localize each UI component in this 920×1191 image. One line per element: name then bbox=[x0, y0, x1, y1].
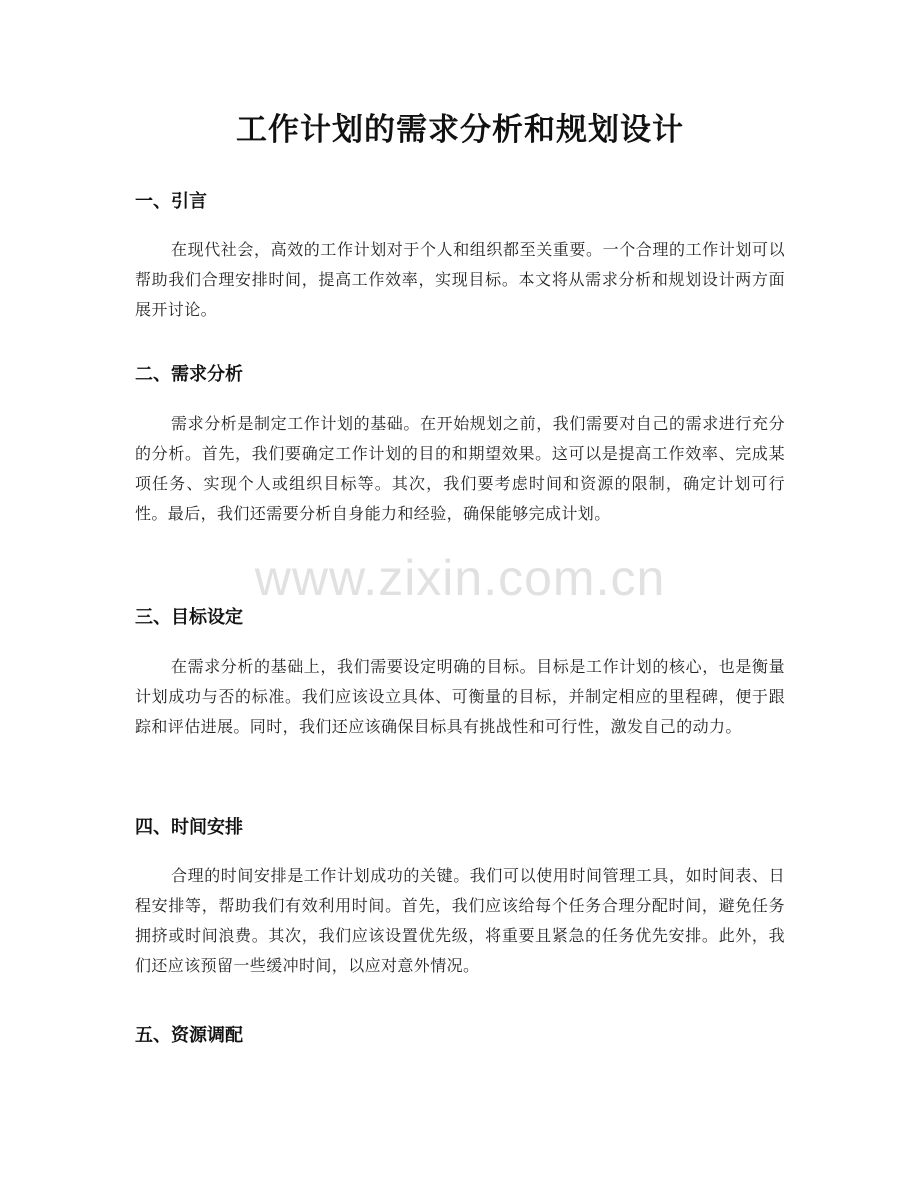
section-paragraph-time-arrangement: 合理的时间安排是工作计划成功的关键。我们可以使用时间管理工具，如时间表、日程安排等，帮助我们有效利用时间。首先，我们应该给每个任务合理分配时间，避免任务拥挤或时间浪费。其次，我们应该设置优先级，将重要且紧急的任务优先安排。此外，我们还应该预留一些缓冲时间，以应对意外情况。 bbox=[135, 866, 785, 975]
section-heading-introduction: 一、引言 bbox=[135, 191, 207, 212]
watermark: www.zixin.com.cn bbox=[254, 550, 666, 606]
section-paragraph-introduction: 在现代社会，高效的工作计划对于个人和组织都至关重要。一个合理的工作计划可以帮助我们合理安排时间，提高工作效率，实现目标。本文将从需求分析和规划设计两方面展开讨论。 bbox=[135, 240, 785, 319]
section-heading-goal-setting: 三、目标设定 bbox=[135, 607, 243, 628]
section-heading-time-arrangement: 四、时间安排 bbox=[135, 817, 243, 838]
section-heading-resource-allocation: 五、资源调配 bbox=[135, 1025, 243, 1046]
section-paragraph-goal-setting: 在需求分析的基础上，我们需要设定明确的目标。目标是工作计划的核心，也是衡量计划成功与否的标准。我们应该设立具体、可衡量的目标，并制定相应的里程碑，便于跟踪和评估进展。同时，我们还应该确保目标具有挑战性和可行性，激发自己的动力。 bbox=[135, 657, 785, 736]
section-heading-requirements-analysis: 二、需求分析 bbox=[135, 364, 243, 385]
section-paragraph-requirements-analysis: 需求分析是制定工作计划的基础。在开始规划之前，我们需要对自己的需求进行充分的分析。首先，我们要确定工作计划的目的和期望效果。这可以是提高工作效率、完成某项任务、实现个人或组织目标等。其次，我们要考虑时间和资源的限制，确定计划可行性。最后，我们还需要分析自身能力和经验，确保能够完成计划。 bbox=[135, 414, 785, 523]
document-title: 工作计划的需求分析和规划设计 bbox=[236, 112, 684, 148]
